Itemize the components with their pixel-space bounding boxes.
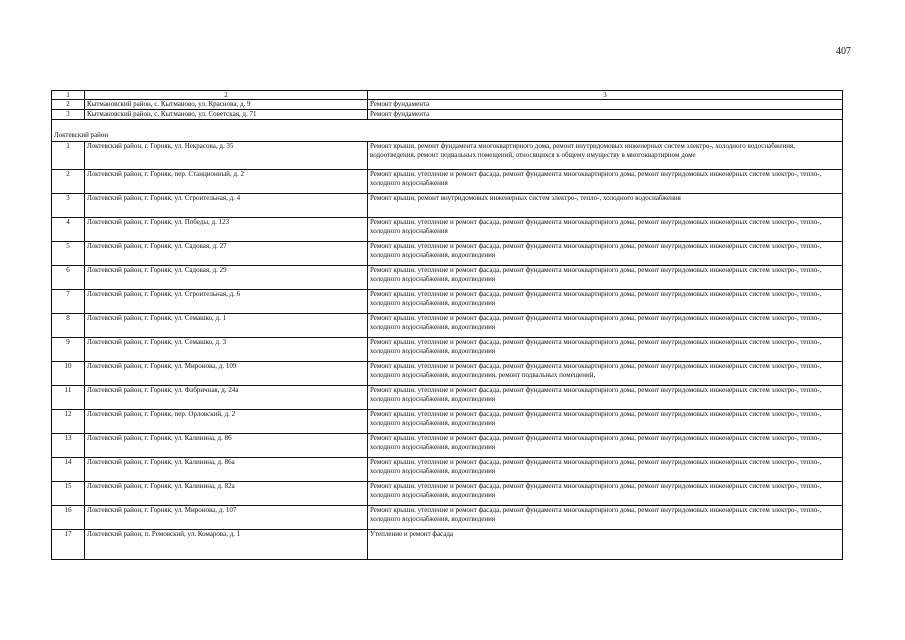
row-works: Ремонт крыши, утепление и ремонт фасада, ремонт фундамента многоквартирного дома, ремонт внутридомовых инженерных систем электро-, тепло-, холодного водоснабжения, водоотведения [368, 434, 843, 458]
row-number: 2 [52, 100, 85, 110]
row-address: Локтевский район, г. Горняк, ул. Калинина, д. 86 [85, 434, 368, 458]
row-works: Ремонт крыши, утепление и ремонт фасада, ремонт фундамента многоквартирного дома, ремонт внутридомовых инженерных систем электро-, тепло-, холодного водоснабжения, водоотведения [368, 458, 843, 482]
row-address: Локтевский район, г. Горняк, ул. Некрасова, д. 35 [85, 142, 368, 170]
row-address: Локтевский район, г. Горняк, ул. Садовая, д. 27 [85, 242, 368, 266]
table-row [52, 434, 843, 458]
row-address: Кытмановский район, с. Кытманово, ул. Краснова, д. 9 [85, 100, 368, 110]
row-address: Локтевский район, г. Горняк, ул. Калинина, д. 86а [85, 458, 368, 482]
row-number: 9 [52, 338, 85, 362]
row-address: Локтевский район, г. Горняк, ул. Строительная, д. 4 [85, 194, 368, 218]
row-works: Ремонт крыши, ремонт внутридомовых инженерных систем электро-, тепло-, холодного водоснабжения [368, 194, 843, 218]
table-row [52, 242, 843, 266]
row-number: 7 [52, 290, 85, 314]
spacer-cell [52, 120, 843, 132]
row-address: Локтевский район, г. Горняк, ул. Садовая, д. 29 [85, 266, 368, 290]
row-number: 3 [52, 194, 85, 218]
row-address: Локтевский район, п. Ремовский, ул. Комарова, д. 1 [85, 530, 368, 560]
row-address: Локтевский район, г. Горняк, ул. Победы, д. 123 [85, 218, 368, 242]
row-number: 4 [52, 218, 85, 242]
row-address: Локтевский район, г. Горняк, пер. Орловский, д. 2 [85, 410, 368, 434]
row-works: Ремонт крыши, утепление и ремонт фасада, ремонт фундамента многоквартирного дома, ремонт внутридомовых инженерных систем электро-, тепло-, холодного водоснабжения, водоотведения, ремонт подвальных помещений, [368, 362, 843, 386]
row-number: 13 [52, 434, 85, 458]
row-works: Ремонт крыши, утепление и ремонт фасада, ремонт фундамента многоквартирного дома, ремонт внутридомовых инженерных систем электро-, тепло-, холодного водоснабжения, водоотведения [368, 386, 843, 410]
page-number: 407 [836, 46, 851, 57]
table-row [52, 458, 843, 482]
table-row [52, 338, 843, 362]
header-cell: 2 [85, 91, 368, 100]
row-works: Ремонт крыши, утепление и ремонт фасада, ремонт фундамента многоквартирного дома, ремонт внутридомовых инженерных систем электро-, тепло-, холодного водоснабжения, водоотведения [368, 338, 843, 362]
row-address: Локтевский район, г. Горняк, ул. Миронова, д. 107 [85, 506, 368, 530]
row-works: Ремонт крыши, утепление и ремонт фасада, ремонт фундамента многоквартирного дома, ремонт внутридомовых инженерных систем электро-, тепло-, холодного водоснабжения [368, 218, 843, 242]
row-works: Ремонт крыши, утепление и ремонт фасада, ремонт фундамента многоквартирного дома, ремонт внутридомовых инженерных систем электро-, тепло-, холодного водоснабжения, водоотведения [368, 266, 843, 290]
header-cell: 3 [368, 91, 843, 100]
table-row [52, 530, 843, 560]
row-works: Ремонт крыши, утепление и ремонт фасада, ремонт фундамента многоквартирного дома, ремонт внутридомовых инженерных систем электро-, тепло-, холодного водоснабжения, водоотведения [368, 506, 843, 530]
row-address: Локтевский район, г. Горняк, ул. Миронова, д. 109 [85, 362, 368, 386]
row-works: Ремонт крыши, утепление и ремонт фасада, ремонт фундамента многоквартирного дома, ремонт внутридомовых инженерных систем электро-, тепло-, холодного водоснабжения [368, 170, 843, 194]
row-works: Ремонт крыши, ремонт фундамента многоквартирного дома, ремонт внутридомовых инженерных систем электро-, холодного водоснабжения, водоотведения, ремонт подвальных помещений, относящихся к общему имуществу в многоквартирном доме [368, 142, 843, 170]
row-works: Ремонт крыши, утепление и ремонт фасада, ремонт фундамента многоквартирного дома, ремонт внутридомовых инженерных систем электро-, тепло-, холодного водоснабжения, водоотведения [368, 482, 843, 506]
section-title: Локтевский район [52, 131, 843, 142]
row-number: 6 [52, 266, 85, 290]
row-number: 11 [52, 386, 85, 410]
row-number: 12 [52, 410, 85, 434]
row-works: Утепление и ремонт фасада [368, 530, 843, 560]
table-row [52, 506, 843, 530]
section-heading-row [52, 131, 843, 142]
row-number: 17 [52, 530, 85, 560]
table-row [52, 142, 843, 170]
table-row [52, 314, 843, 338]
row-number: 3 [52, 110, 85, 120]
table-row [52, 194, 843, 218]
works-table [51, 90, 843, 560]
header-cell: 1 [52, 91, 85, 100]
row-address: Локтевский район, г. Горняк, ул. Семашко, д. 1 [85, 314, 368, 338]
row-number: 1 [52, 142, 85, 170]
row-number: 5 [52, 242, 85, 266]
row-works: Ремонт крыши, утепление и ремонт фасада, ремонт фундамента многоквартирного дома, ремонт внутридомовых инженерных систем электро-, тепло-, холодного водоснабжения, водоотведения [368, 290, 843, 314]
table-row [52, 362, 843, 386]
row-number: 14 [52, 458, 85, 482]
row-address: Кытмановский район, с. Кытманово, ул. Советская, д. 71 [85, 110, 368, 120]
row-number: 8 [52, 314, 85, 338]
table-header-row [52, 91, 843, 100]
row-works: Ремонт крыши, утепление и ремонт фасада, ремонт фундамента многоквартирного дома, ремонт внутридомовых инженерных систем электро-, тепло-, холодного водоснабжения, водоотведения [368, 314, 843, 338]
row-address: Локтевский район, г. Горняк, ул. Калинина, д. 82а [85, 482, 368, 506]
table-row [52, 100, 843, 110]
table-row [52, 170, 843, 194]
table-row [52, 218, 843, 242]
row-number: 15 [52, 482, 85, 506]
row-number: 16 [52, 506, 85, 530]
row-number: 2 [52, 170, 85, 194]
row-works: Ремонт крыши, утепление и ремонт фасада, ремонт фундамента многоквартирного дома, ремонт внутридомовых инженерных систем электро-, тепло-, холодного водоснабжения, водоотведения [368, 410, 843, 434]
table-row [52, 386, 843, 410]
row-works: Ремонт фундамента [368, 110, 843, 120]
row-works: Ремонт фундамента [368, 100, 843, 110]
spacer-row [52, 120, 843, 132]
row-address: Локтевский район, г. Горняк, ул. Строительная, д. 6 [85, 290, 368, 314]
table-row [52, 266, 843, 290]
table-row [52, 290, 843, 314]
table-row [52, 110, 843, 120]
row-works: Ремонт крыши, утепление и ремонт фасада, ремонт фундамента многоквартирного дома, ремонт внутридомовых инженерных систем электро-, тепло-, холодного водоснабжения, водоотведения [368, 242, 843, 266]
table-row [52, 410, 843, 434]
row-number: 10 [52, 362, 85, 386]
table-row [52, 482, 843, 506]
row-address: Локтевский район, г. Горняк, ул. Фабричная, д. 24а [85, 386, 368, 410]
row-address: Локтевский район, г. Горняк, ул. Семашко, д. 3 [85, 338, 368, 362]
row-address: Локтевский район, г. Горняк, пер. Станционный, д. 2 [85, 170, 368, 194]
